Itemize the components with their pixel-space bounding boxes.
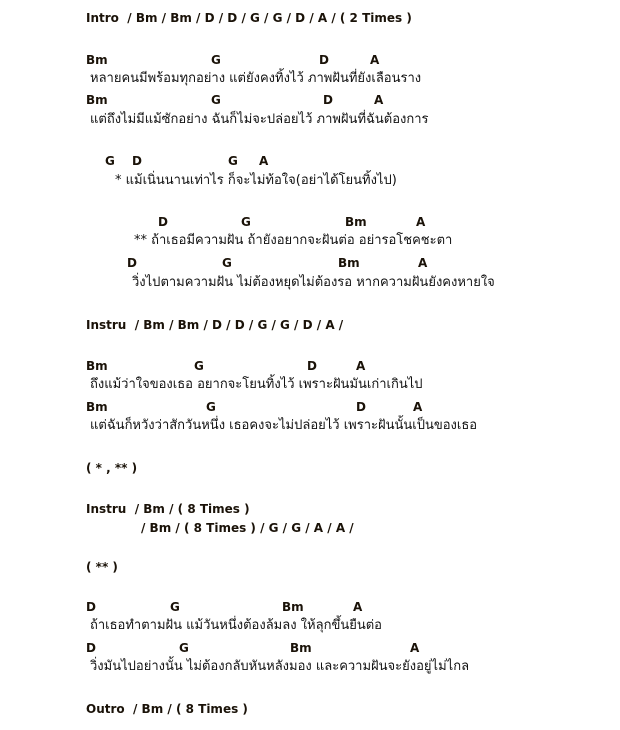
outro-line: Outro / Bm / ( 8 Times ): [86, 702, 248, 716]
chord: Bm: [290, 641, 312, 655]
chord: A: [259, 154, 269, 168]
chord: D: [158, 215, 168, 229]
chord: Bm: [86, 359, 108, 373]
instru-line: Instru / Bm / Bm / D / D / G / G / D / A /: [86, 318, 344, 332]
instru-line: Instru / Bm / ( 8 Times ): [86, 502, 250, 516]
lyric-line: ถึงแม้ว่าใจของเธอ อยากจะโยนทิ้งไว้ เพราะฝันมันเก่าเกินไป: [90, 377, 423, 392]
chord: A: [418, 256, 428, 270]
repeat-marker: ( * , ** ): [86, 461, 138, 475]
chord: D: [319, 53, 329, 67]
chord: D: [127, 256, 137, 270]
lyric-line: ** ถ้าเธอมีความฝัน ถ้ายังอยากจะฝันต่อ อย่ารอโชคชะตา: [134, 233, 453, 248]
chord: G: [211, 53, 221, 67]
chord: G: [105, 154, 115, 168]
chord: G: [228, 154, 238, 168]
chord: Bm: [86, 93, 108, 107]
chord: A: [410, 641, 420, 655]
chord: Bm: [282, 600, 304, 614]
lyric-line: * แม้เนิ่นนานเท่าไร ก็จะไม่ท้อใจ(อย่าได้โยนทิ้งไป): [115, 173, 397, 188]
chord: G: [194, 359, 204, 373]
instru-line: / Bm / ( 8 Times ) / G / G / A / A /: [141, 521, 354, 535]
chord: Bm: [338, 256, 360, 270]
chord: D: [86, 641, 96, 655]
lyric-line: วิ่งมันไปอย่างนั้น ไม่ต้องกลับหันหลังมอง และความฝันจะยังอยู่ไม่ไกล: [90, 659, 470, 674]
lyric-line: หลายคนมีพร้อมทุกอย่าง แต่ยังคงทิ้งไว้ ภาพฝันที่ยังเลือนราง: [90, 71, 422, 86]
chord: D: [323, 93, 333, 107]
chord: G: [241, 215, 251, 229]
chord: D: [307, 359, 317, 373]
lyric-line: แต่ถึงไม่มีแม้ซักอย่าง ฉันก็ไม่จะปล่อยไว้ ภาพฝันที่ฉันต้องการ: [90, 112, 429, 127]
chord: A: [374, 93, 384, 107]
chord: G: [206, 400, 216, 414]
chord: Bm: [345, 215, 367, 229]
chord: D: [132, 154, 142, 168]
chord: D: [356, 400, 366, 414]
chord: Bm: [86, 400, 108, 414]
chord: A: [370, 53, 380, 67]
lyric-line: แต่ฉันก็หวังว่าสักวันหนึ่ง เธอคงจะไม่ปล่อยไว้ เพราะฝันนั้นเป็นของเธอ: [90, 418, 478, 433]
chord: D: [86, 600, 96, 614]
intro-line: Intro / Bm / Bm / D / D / G / G / D / A / ( 2 Times ): [86, 11, 412, 25]
chord: A: [353, 600, 363, 614]
chord: A: [413, 400, 423, 414]
chord: G: [179, 641, 189, 655]
chord: G: [170, 600, 180, 614]
chord: G: [211, 93, 221, 107]
chord: Bm: [86, 53, 108, 67]
lyric-line: ถ้าเธอทำตามฝัน แม้วันหนึ่งต้องล้มลง ให้ลุกขึ้นยืนต่อ: [90, 618, 382, 633]
lyric-line: วิ่งไปตามความฝัน ไม่ต้องหยุดไม่ต้องรอ หากความฝันยังคงหายใจ: [132, 275, 495, 290]
repeat-marker: ( ** ): [86, 560, 118, 574]
chord: A: [356, 359, 366, 373]
chord: A: [416, 215, 426, 229]
chord: G: [222, 256, 232, 270]
